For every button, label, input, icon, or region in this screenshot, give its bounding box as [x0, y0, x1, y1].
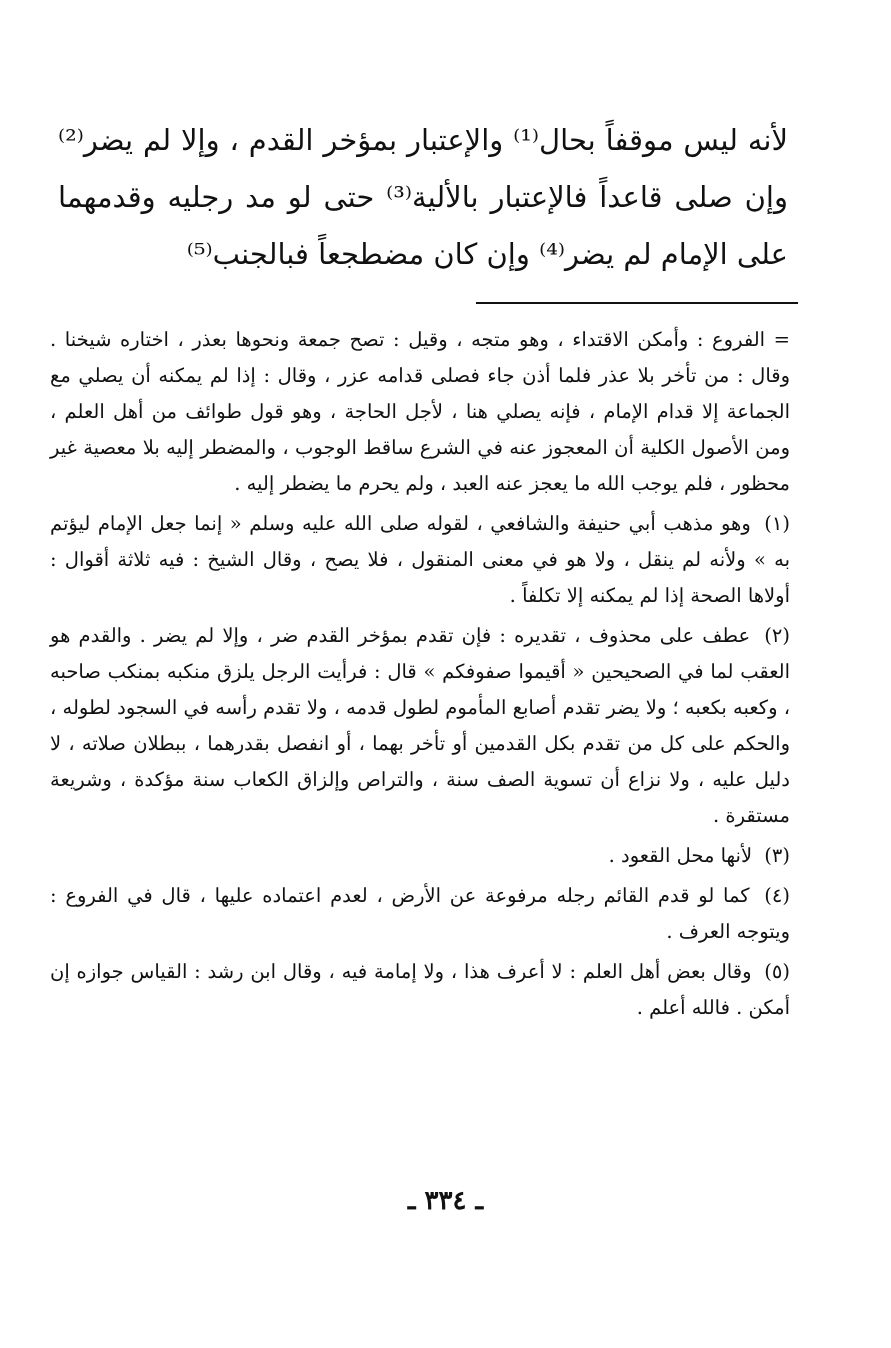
footnote-text: عطف على محذوف ، تقديره : فإن تقدم بمؤخر القدم ضر ، وإلا لم يضر . والقدم هو العقب لما في الصحيحين « أقيموا صفوفكم » قال : فرأيت الرجل يلزق منكبه بمنكب صاحبه ، وكعبه بكعبه ؛ ولا يضر تقدم أصابع المأموم لطول قدمه ، ولا تقدم رأسه في السجود لطوله ، والحكم على كل من تقدم بكل القدمين أو تأخر بهما ، أو انفصل بقدرهما ، ببطلان صلاته ، لا دليل عليه ، ولا نزاع أن تسوية الصف سنة ، والتراص وإلزاق الكعاب سنة مؤكدة ، وشريعة مستقرة .: [50, 624, 790, 827]
footnotes: [50, 322, 790, 1030]
main-paragraph: لأنه ليس موقفاً بحال⁽¹⁾ والإعتبار بمؤخر القدم ، وإلا لم يضر⁽²⁾ وإن صلى قاعداً فالإعتبار بالألية⁽³⁾ حتى لو مد رجليه وقدمهما على الإمام لم يضر⁽⁴⁾ وإن كان مضطجعاً فبالجنب⁽⁵⁾: [58, 123, 789, 271]
footnote-number: (٤): [764, 884, 790, 907]
main-text: [58, 112, 788, 283]
footnote-number: (٥): [764, 960, 790, 983]
footnote-number: (٣): [764, 844, 790, 867]
footnote-separator: [476, 302, 798, 304]
footnote-5: [50, 954, 790, 1026]
footnote-3: [50, 838, 790, 874]
footnote-1: [50, 506, 790, 614]
footnote-text: كما لو قدم القائم رجله مرفوعة عن الأرض ، لعدم اعتماده عليها ، قال في الفروع : ويتوجه العرف .: [50, 884, 790, 943]
footnote-text: لأنها محل القعود .: [608, 844, 753, 867]
footnote-text: وهو مذهب أبي حنيفة والشافعي ، لقوله صلى الله عليه وسلم « إنما جعل الإمام ليؤتم به » ولأنه لم ينقل ، ولا هو في معنى المنقول ، فلا يصح ، وقال الشيخ : فيه ثلاثة أقوال : أولاها الصحة إذا لم يمكنه إلا تكلفاً .: [50, 512, 790, 607]
footnote-2: [50, 618, 790, 834]
page-number: ـ ٣٣٤ ـ: [407, 1186, 484, 1216]
footnote-4: [50, 878, 790, 950]
footnote-number: (١): [764, 512, 790, 535]
footnote-text: وقال بعض أهل العلم : لا أعرف هذا ، ولا إمامة فيه ، وقال ابن رشد : القياس جوازه إن أمكن . فالله أعلم .: [50, 960, 790, 1019]
footnote-number: (٢): [764, 624, 790, 647]
footnote-continued: = الفروع : وأمكن الاقتداء ، وهو متجه ، وقيل : تصح جمعة ونحوها بعذر ، اختاره شيخنا . وقال : من تأخر بلا عذر فلما أذن جاء فصلى قدامه عزر ، وقال : إذا لم يمكنه أن يصلي مع الجماعة إلا قدام الإمام ، فإنه يصلي هنا ، لأجل الحاجة ، وهو قول طوائف من أهل العلم ، ومن الأصول الكلية أن المعجوز عنه في الشرع ساقط الوجوب ، والمضطر إليه بلا معصية غير محظور ، فلم يوجب الله ما يعجز عنه العبد ، ولم يحرم ما يضطر إليه .: [50, 328, 790, 495]
